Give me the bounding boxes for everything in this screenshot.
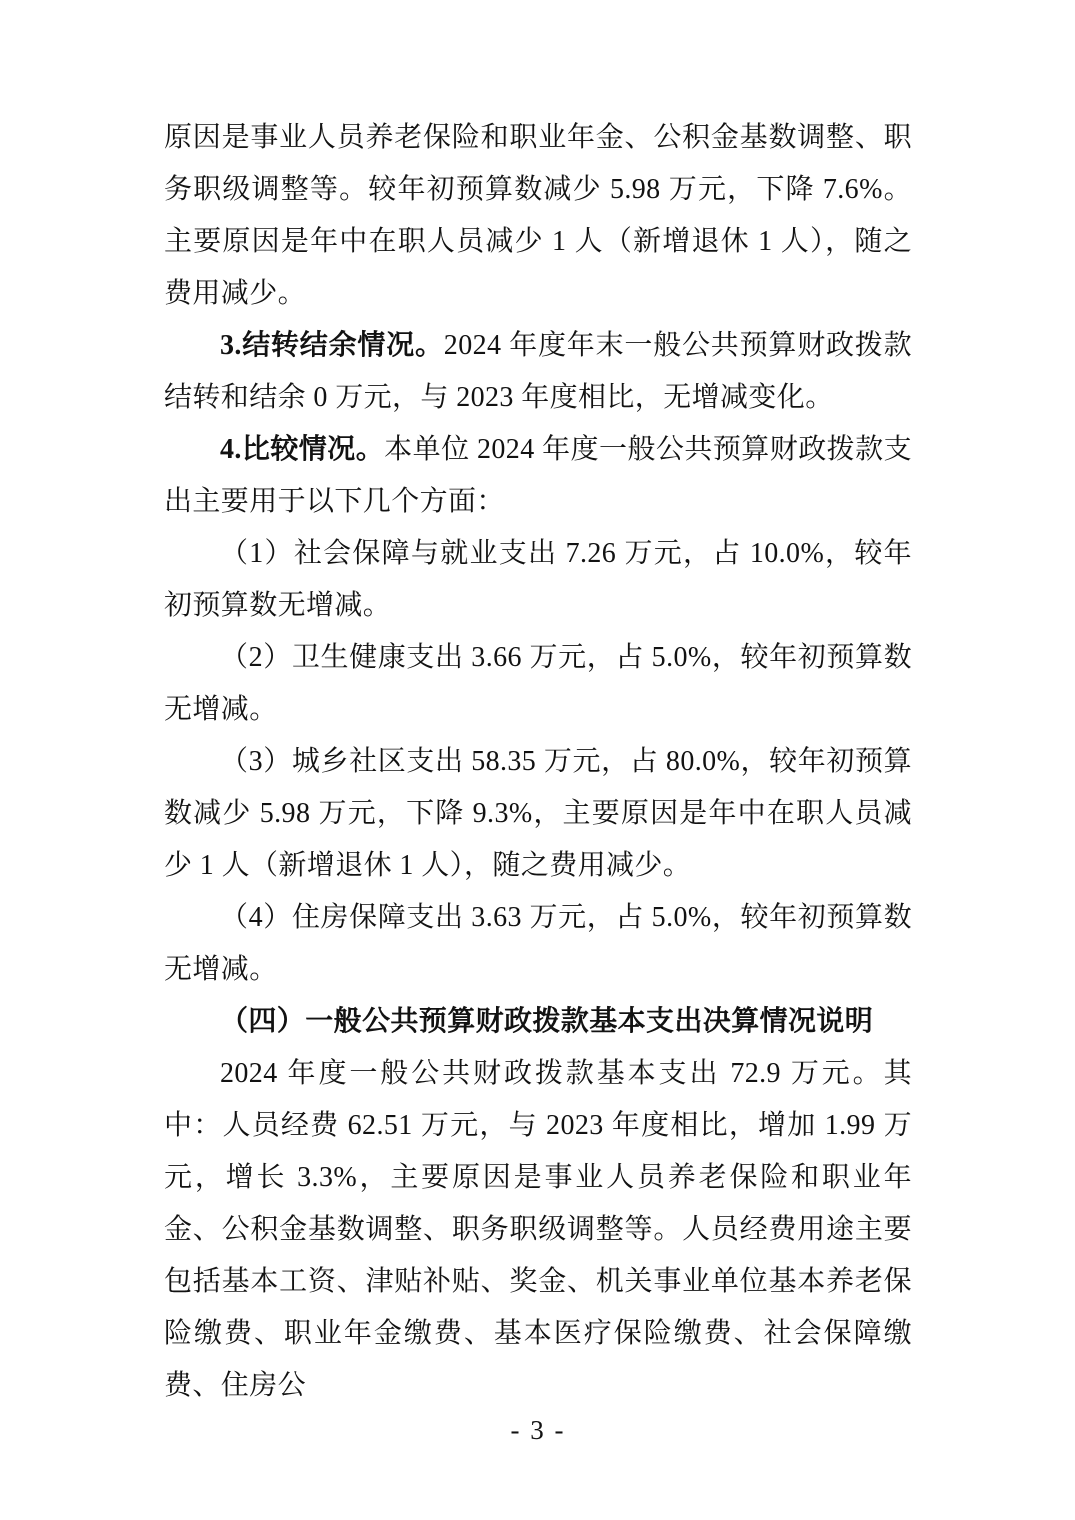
document-body — [164, 112, 912, 1412]
paragraph-text: （1）社会保障与就业支出 7.26 万元，占 10.0%，较年初预算数无增减。 — [164, 538, 912, 621]
section-3-label: 3.结转结余情况。 — [220, 330, 444, 361]
paragraph-text: （3）城乡社区支出 58.35 万元，占 80.0%，较年初预算数减少 5.98 万元，下降 9.3%，主要原因是年中在职人员减少 1 人（新增退休 1 人），随之费用减少。 — [164, 746, 912, 881]
paragraph-carryover-reason — [164, 112, 912, 320]
paragraph-section-3-carryover-balance — [164, 320, 912, 424]
paragraph-text: （2）卫生健康支出 3.66 万元，占 5.0%，较年初预算数无增减。 — [164, 642, 912, 725]
page-footer — [164, 1408, 912, 1452]
paragraph-text: 2024 年度年末一般公共预算财政拨款结转和结余 0 万元，与 2023 年度相比，无增减变化。 — [164, 330, 912, 413]
paragraph-item-4-housing — [164, 892, 912, 996]
paragraph-item-3-urban-rural-community — [164, 736, 912, 892]
paragraph-text: （4）住房保障支出 3.63 万元，占 5.0%，较年初预算数无增减。 — [164, 902, 912, 985]
paragraph-text: 2024 年度一般公共财政拨款基本支出 72.9 万元。其中：人员经费 62.51 万元，与 2023 年度相比，增加 1.99 万元，增长 3.3%，主要原因是事业人员养老保险和职业年金、公积金基数调整、职务职级调整等。人员经费用途主要包括基本工资、津贴补贴、奖金、机关事业单位基本养老保险缴费、职业年金缴费、基本医疗保险缴费、社会保障缴费、住房公 — [164, 1058, 912, 1401]
heading-text: （四）一般公共预算财政拨款基本支出决算情况说明 — [220, 1006, 874, 1037]
paragraph-item-2-health — [164, 632, 912, 736]
page-number: - 3 - — [510, 1415, 566, 1445]
paragraph-section-4-comparison — [164, 424, 912, 528]
paragraph-text: 本单位 2024 年度一般公共预算财政拨款支出主要用于以下几个方面： — [164, 434, 912, 517]
paragraph-basic-expenditure-detail — [164, 1048, 912, 1412]
paragraph-item-1-social-security — [164, 528, 912, 632]
section-4-label: 4.比较情况。 — [220, 434, 385, 465]
heading-basic-expenditure-section — [164, 996, 912, 1048]
paragraph-text: 原因是事业人员养老保险和职业年金、公积金基数调整、职务职级调整等。较年初预算数减少 5.98 万元，下降 7.6%。主要原因是年中在职人员减少 1 人（新增退休 1 人），随之费用减少。 — [164, 122, 912, 309]
